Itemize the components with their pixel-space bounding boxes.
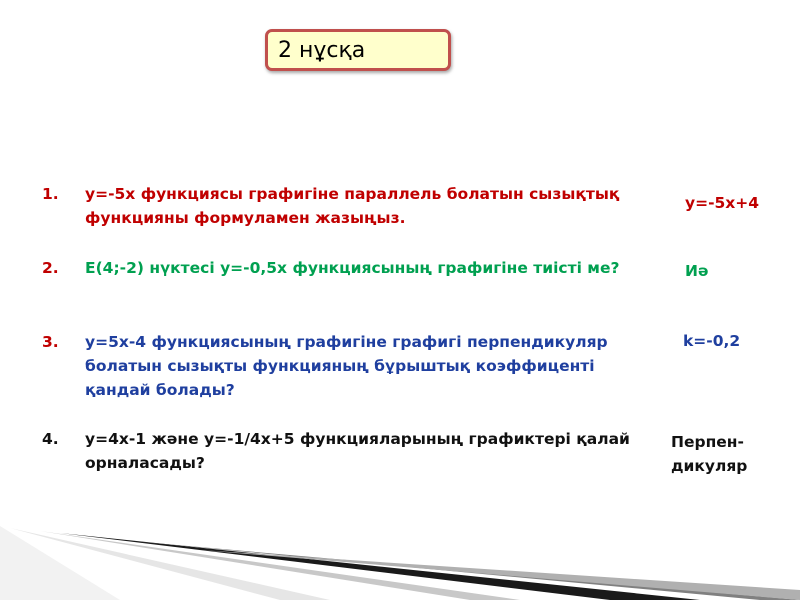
question-number: 4. <box>42 430 59 448</box>
answer-4-line1: Перпен- <box>671 433 744 451</box>
answer-1: y=-5x+4 <box>685 194 760 212</box>
question-text: y=5x-4 функциясының графигіне графигі перпендикуляр болатын сызықты функцияның бұрыштық коэффиценті қандай болады? <box>85 333 608 399</box>
answer-4 <box>671 430 747 478</box>
question-text: E(4;-2) нүктесі y=-0,5x функциясының графигіне тиісті ме? <box>85 259 620 277</box>
question-text: y=4x-1 және y=-1/4x+5 функцияларының графиктері қалай орналасады? <box>85 430 630 472</box>
answer-4-line2: дикуляр <box>671 457 748 475</box>
slide-title: 2 нұсқа <box>278 38 366 63</box>
question-number: 1. <box>42 185 59 203</box>
answer-2: Иә <box>685 262 709 280</box>
title-box <box>265 29 451 71</box>
question-number: 2. <box>42 259 59 277</box>
answer-3: k=-0,2 <box>683 332 741 350</box>
question-text: y=-5x функциясы графигіне параллель болатын сызықтық функцияны формуламен жазыңыз. <box>85 185 620 227</box>
question-number: 3. <box>42 333 59 351</box>
